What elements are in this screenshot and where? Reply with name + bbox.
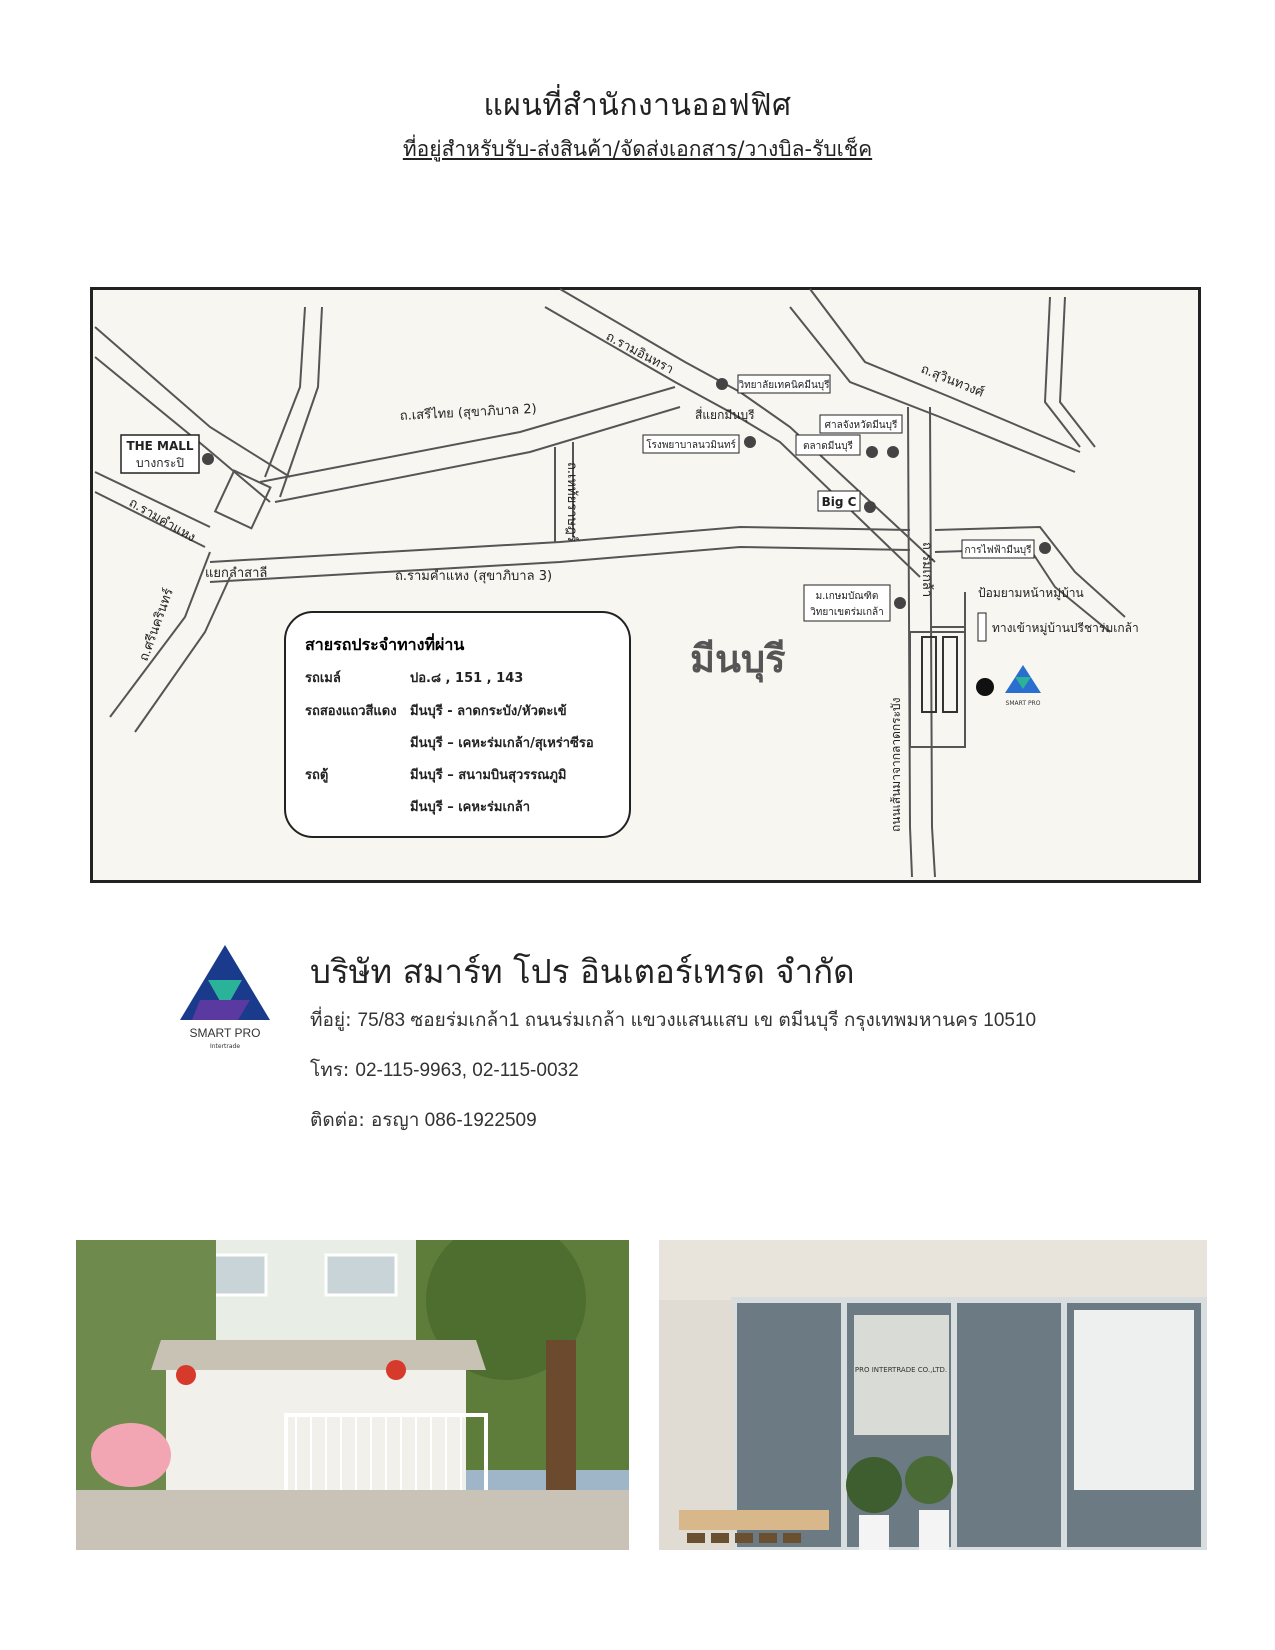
phone-value: 02-115-9963, 02-115-0032 bbox=[355, 1060, 579, 1081]
place-label-electricity: การไฟฟ้ามีนบุรี bbox=[964, 545, 1032, 556]
bus-box-title: สายรถประจำทางที่ผ่าน bbox=[305, 635, 465, 654]
contact-value: อรญา 086-1922509 bbox=[370, 1110, 537, 1131]
road-label-ram-intra: ถ.รามอินทรา bbox=[603, 329, 676, 378]
logo-sub-text: Intertrade bbox=[209, 1043, 241, 1050]
office-sign-text: PRO INTERTRADE CO.,LTD. bbox=[854, 1366, 948, 1374]
map-frame bbox=[92, 289, 1200, 882]
place-label-hospital: โรงพยาบาลนวมินทร์ bbox=[646, 440, 736, 451]
bus-row-route: มีนบุรี – สนามบินสุวรรณภูมิ bbox=[410, 768, 567, 783]
place-label-the-mall-sub: บางกระปิ bbox=[136, 456, 184, 470]
district-label: มีนบุรี bbox=[690, 637, 786, 681]
place-label-the-mall: THE MALL bbox=[126, 439, 194, 453]
bus-row-route: มีนบุรี - ลาดกระบัง/หัวตะเข้ bbox=[410, 704, 567, 719]
company-logo bbox=[170, 940, 280, 1050]
bus-row-route: มีนบุรี – เคหะร่มเกล้า bbox=[410, 800, 531, 815]
bus-row-route: ปอ.๘ , 151 , 143 bbox=[410, 671, 524, 686]
address-line bbox=[310, 1005, 1036, 1035]
place-label-guard-post: ป้อมยามหน้าหมู่บ้าน bbox=[978, 586, 1084, 600]
place-label-laem-sali: แยกลำสาลี bbox=[205, 566, 268, 581]
road-label-ramkhamhaeng-left: ถ.รามคำแหง bbox=[126, 495, 198, 546]
place-label-kasem-1: ม.เกษมบัณฑิต bbox=[815, 591, 879, 602]
place-label-big-c: Big C bbox=[821, 495, 857, 509]
page-title: แผนที่สำนักงานออฟฟิศ bbox=[483, 88, 792, 123]
road-label-suwinthawong: ถ.สุวินทวงศ์ bbox=[918, 361, 986, 401]
contact-label: ติดต่อ: bbox=[310, 1109, 365, 1131]
road-label-seri-thai: ถ.เสรีไทย (สุขาภิบาล 2) bbox=[399, 401, 538, 424]
bus-row-type: รถสองแถวสีแดง bbox=[305, 704, 397, 719]
bus-row-type: รถตู้ bbox=[305, 768, 329, 783]
place-label-technical-college: วิทยาลัยเทคนิคมีนบุรี bbox=[738, 380, 830, 391]
road-label-latkrabang: ถนนเส้นมาจากลาดกระบัง bbox=[889, 697, 903, 832]
location-map bbox=[90, 287, 1201, 883]
bus-row-type: รถเมล์ bbox=[305, 671, 341, 686]
map-logo-text: SMART PRO bbox=[1005, 700, 1041, 707]
phone-line bbox=[310, 1055, 579, 1085]
office-photo bbox=[659, 1240, 1207, 1550]
place-label-court: ศาลจังหวัดมีนบุรี bbox=[824, 420, 898, 431]
place-label-kasem-2: วิทยาเขตร่มเกล้า bbox=[810, 607, 884, 618]
road-label-srinakarin: ถ.ศรีนครินทร์ bbox=[136, 586, 177, 664]
place-label-intersection: สี่แยกมีนบุรี bbox=[695, 408, 755, 422]
logo-main-text: SMART PRO bbox=[189, 1026, 261, 1040]
road-label-romklao: ถ.ร่มเกล้า bbox=[919, 542, 934, 598]
bus-row-route: มีนบุรี – เคหะร่มเกล้า/สุเหร่าซีรอ bbox=[410, 736, 594, 751]
address-label: ที่อยู่: bbox=[310, 1009, 352, 1031]
company-name: บริษัท สมาร์ท โปร อินเตอร์เทรด จำกัด bbox=[310, 952, 855, 991]
phone-label: โทร: bbox=[310, 1059, 350, 1081]
building-photo bbox=[76, 1240, 629, 1550]
contact-line bbox=[310, 1105, 537, 1135]
road-label-hathairat: ถ.เหทัยราษฎร์ bbox=[564, 462, 579, 542]
place-label-market: ตลาดมีนบุรี bbox=[803, 441, 853, 452]
road-label-ramkhamhaeng-main: ถ.รามคำแหง (สุขาภิบาล 3) bbox=[395, 569, 553, 584]
place-label-village-entrance: ทางเข้าหมู่บ้านปรีชาร่มเกล้า bbox=[992, 621, 1139, 635]
page-subtitle: ที่อยู่สำหรับรับ-ส่งสินค้า/จัดส่งเอกสาร/วางบิล-รับเช็ค bbox=[402, 137, 873, 161]
address-value: 75/83 ซอยร่มเกล้า1 ถนนร่มเกล้า แขวงแสนแสบ เข ตมีนบุรี กรุงเทพมหานคร 10510 bbox=[357, 1010, 1037, 1031]
